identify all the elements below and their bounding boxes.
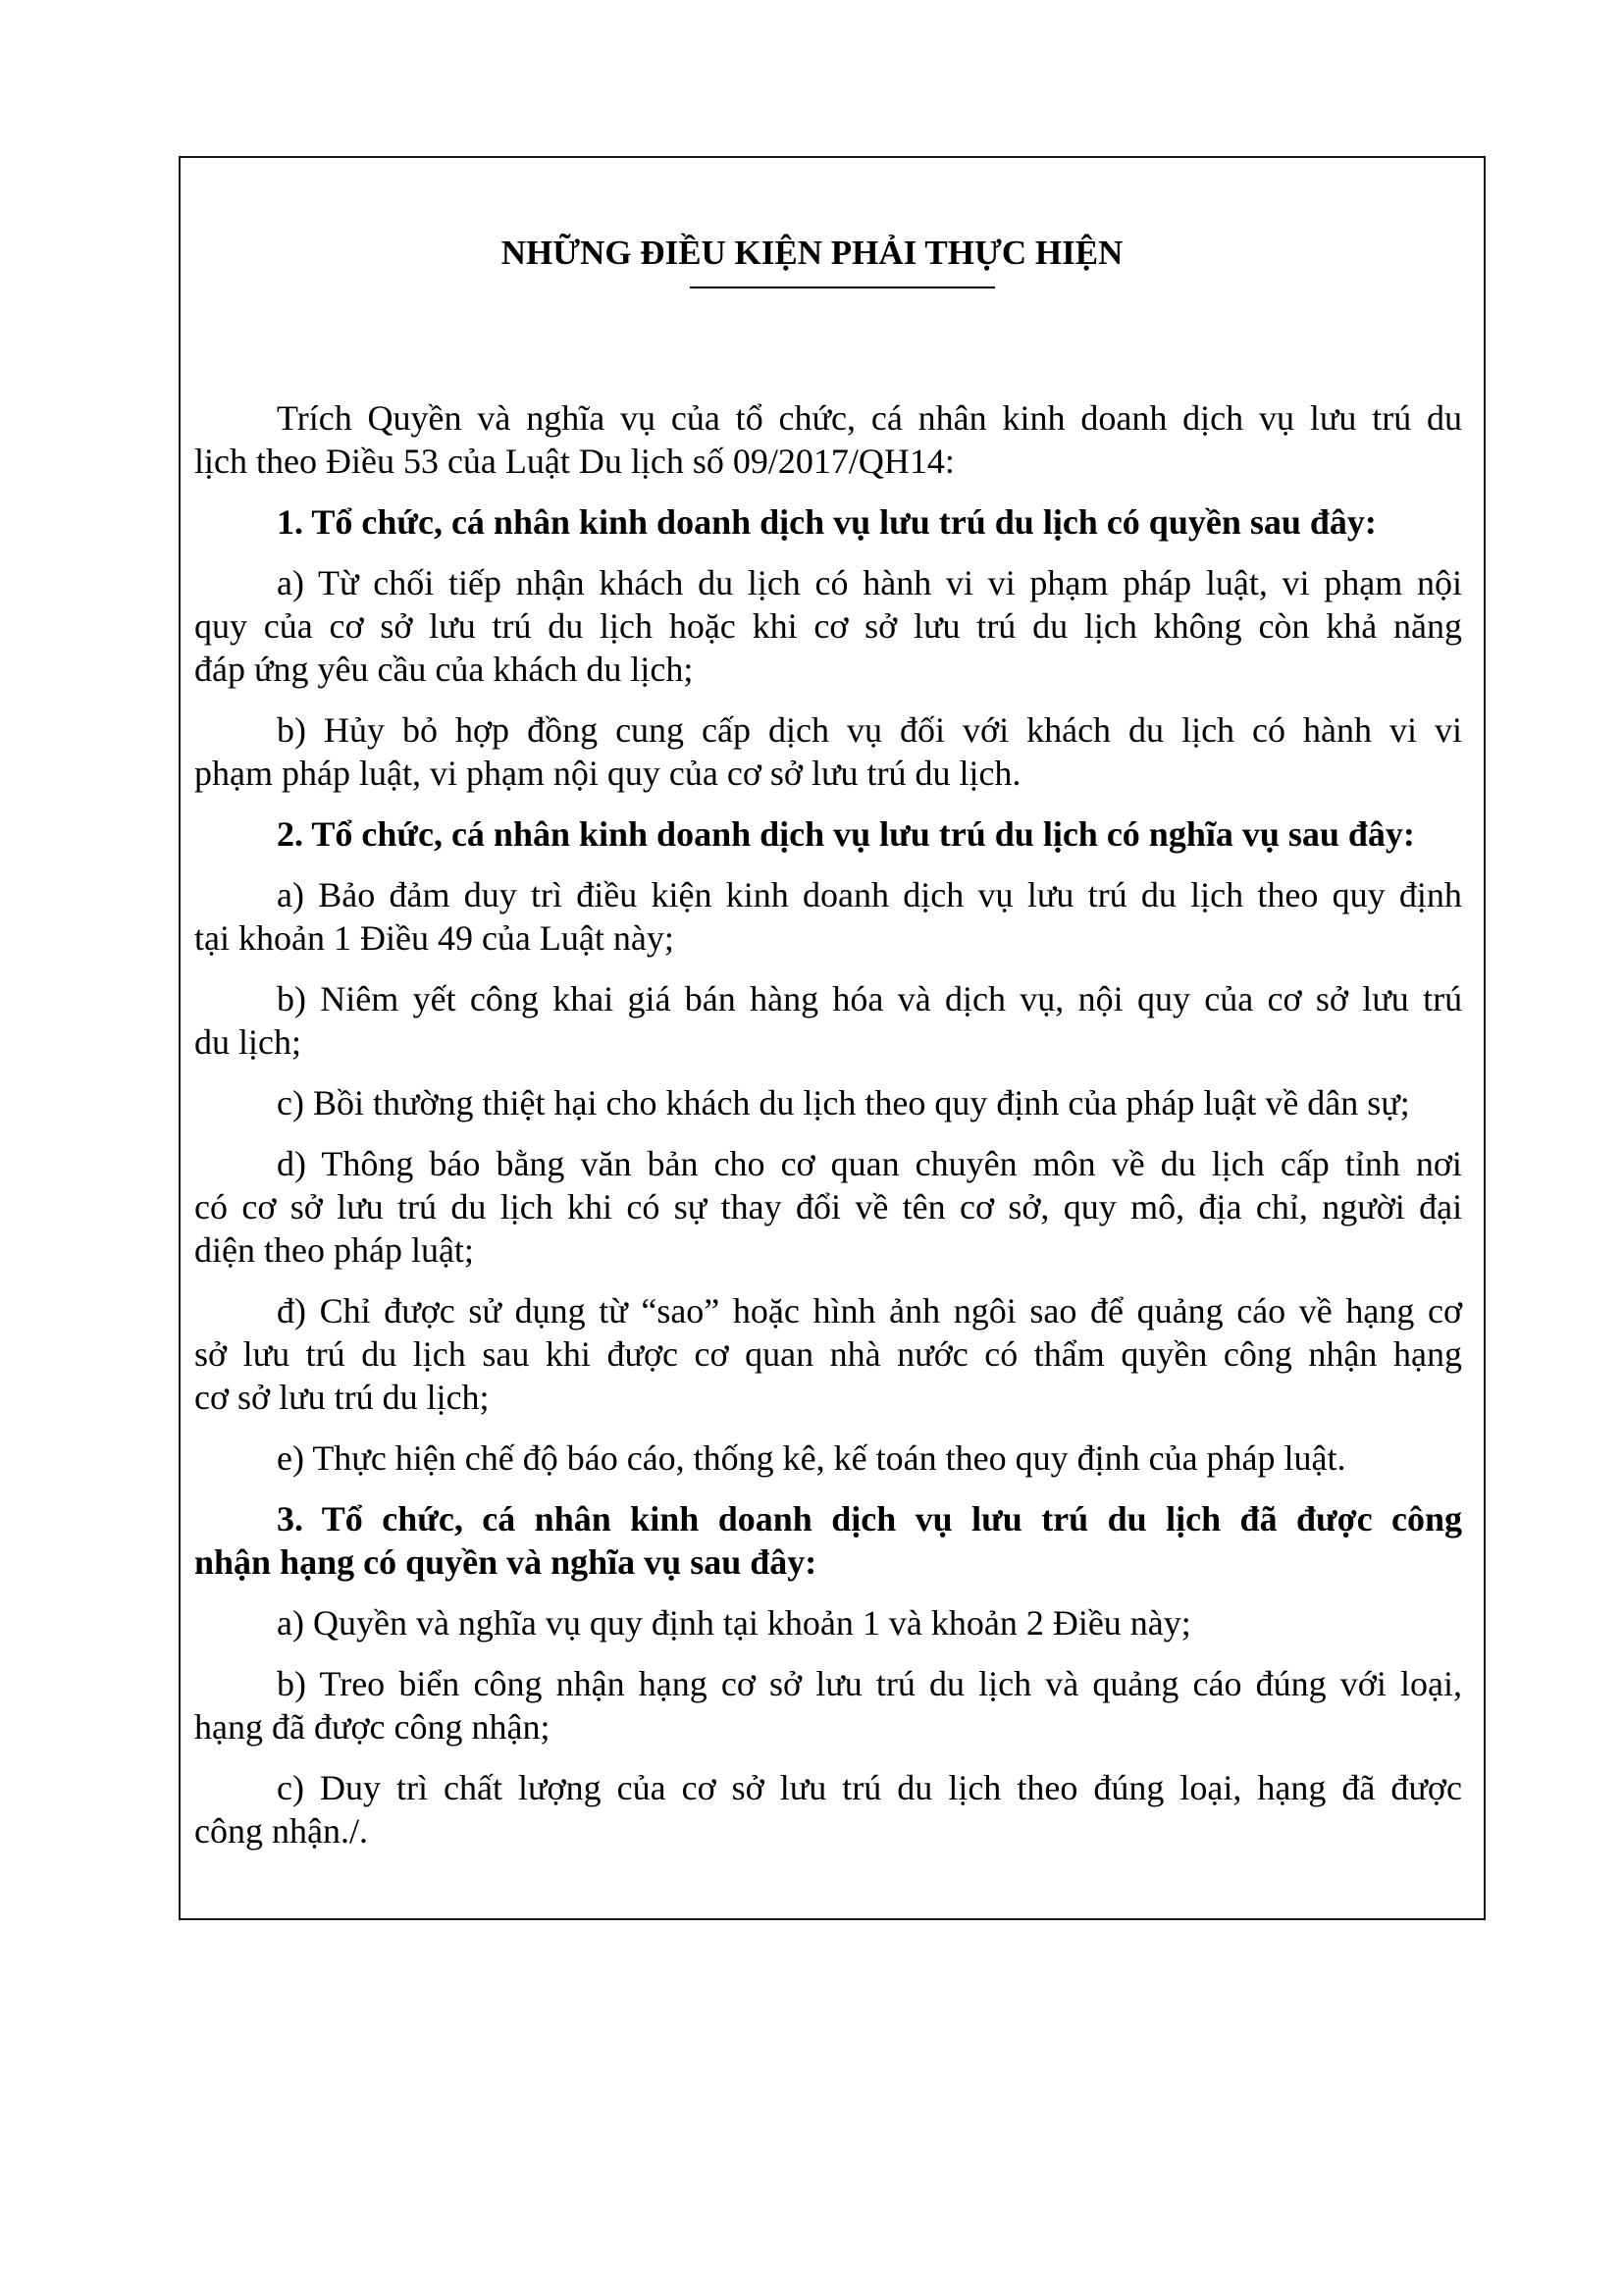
line-text: đ) Chỉ được sử dụng từ “sao” hoặc hình ảnh ngôi sao để quảng cáo về hạng cơ — [277, 1291, 1463, 1331]
paragraph — [194, 1142, 1462, 1272]
line-text: cơ sở lưu trú du lịch; — [194, 1378, 490, 1417]
text-line — [194, 1809, 1462, 1852]
line-text: có cơ sở lưu trú du lịch khi có sự thay đổi về tên cơ sở, quy mô, địa chỉ, người đại — [194, 1187, 1463, 1226]
paragraph — [194, 1436, 1462, 1480]
text-line — [194, 873, 1462, 916]
paragraph — [194, 1497, 1462, 1584]
text-line — [194, 440, 1462, 483]
line-text: b) Hủy bỏ hợp đồng cung cấp dịch vụ đối với khách du lịch có hành vi vi — [277, 710, 1463, 750]
text-line — [194, 1185, 1462, 1228]
text-line — [194, 604, 1462, 648]
text-line — [194, 1662, 1462, 1705]
paragraph — [194, 500, 1462, 544]
paragraph — [194, 561, 1462, 691]
text-line — [194, 1436, 1462, 1480]
text-line — [194, 977, 1462, 1020]
paragraph — [194, 1081, 1462, 1124]
line-text: d) Thông báo bằng văn bản cho cơ quan chuyên môn về du lịch cấp tỉnh nơi — [277, 1144, 1462, 1183]
line-text: diện theo pháp luật; — [194, 1230, 474, 1270]
text-line — [194, 812, 1462, 856]
line-text: a) Quyền và nghĩa vụ quy định tại khoản 1 và khoản 2 Điều này; — [277, 1603, 1191, 1643]
line-text: nhận hạng có quyền và nghĩa vụ sau đây: — [194, 1542, 817, 1582]
title-underline — [690, 287, 995, 288]
line-text: phạm pháp luật, vi phạm nội quy của cơ sở lưu trú du lịch. — [194, 754, 1022, 793]
paragraph — [194, 873, 1462, 960]
paragraph — [194, 977, 1462, 1064]
paragraph — [194, 1766, 1462, 1852]
paragraph — [194, 812, 1462, 856]
text-line — [194, 708, 1462, 752]
line-text: sở lưu trú du lịch sau khi được cơ quan nhà nước có thẩm quyền công nhận hạng — [194, 1334, 1462, 1374]
line-text: a) Từ chối tiếp nhận khách du lịch có hành vi vi phạm pháp luật, vi phạm nội — [277, 563, 1462, 602]
line-text: công nhận./. — [194, 1811, 368, 1851]
paragraph — [194, 1289, 1462, 1419]
text-line — [194, 648, 1462, 691]
line-text: 3. Tổ chức, cá nhân kinh doanh dịch vụ lưu trú du lịch đã được công — [277, 1499, 1462, 1539]
text-line — [194, 1289, 1462, 1332]
text-line — [194, 1376, 1462, 1419]
text-line — [194, 500, 1462, 544]
text-line — [194, 1766, 1462, 1809]
text-line — [194, 752, 1462, 795]
text-line — [194, 1601, 1462, 1644]
line-text: 2. Tổ chức, cá nhân kinh doanh dịch vụ lưu trú du lịch có nghĩa vụ sau đây: — [277, 814, 1415, 854]
text-line — [194, 916, 1462, 960]
line-text: đáp ứng yêu cầu của khách du lịch; — [194, 650, 694, 689]
text-line — [194, 396, 1462, 440]
line-text: du lịch; — [194, 1022, 301, 1062]
document-title: NHỮNG ĐIỀU KIỆN PHẢI THỰC HIỆN — [500, 234, 1124, 272]
text-line — [194, 1497, 1462, 1540]
text-line — [194, 1142, 1462, 1185]
line-text: e) Thực hiện chế độ báo cáo, thống kê, kế toán theo quy định của pháp luật. — [277, 1438, 1346, 1478]
line-text: Trích Quyền và nghĩa vụ của tổ chức, cá nhân kinh doanh dịch vụ lưu trú du — [277, 398, 1463, 438]
text-line — [194, 1705, 1462, 1748]
paragraph — [194, 708, 1462, 795]
line-text: b) Treo biển công nhận hạng cơ sở lưu trú du lịch và quảng cáo đúng với loại, — [277, 1664, 1462, 1703]
text-line — [194, 1228, 1462, 1272]
paragraph — [194, 396, 1462, 483]
paragraph — [194, 1662, 1462, 1748]
text-line — [194, 1081, 1462, 1124]
paragraph — [194, 1601, 1462, 1644]
line-text: tại khoản 1 Điều 49 của Luật này; — [194, 918, 674, 958]
text-line — [194, 1020, 1462, 1064]
line-text: c) Duy trì chất lượng của cơ sở lưu trú du lịch theo đúng loại, hạng đã được — [277, 1768, 1462, 1807]
line-text: a) Bảo đảm duy trì điều kiện kinh doanh dịch vụ lưu trú du lịch theo quy định — [277, 875, 1462, 914]
line-text: lịch theo Điều 53 của Luật Du lịch số 09/2017/QH14: — [194, 442, 955, 481]
text-line — [194, 1540, 1462, 1584]
text-line — [194, 561, 1462, 604]
line-text: 1. Tổ chức, cá nhân kinh doanh dịch vụ lưu trú du lịch có quyền sau đây: — [277, 502, 1377, 542]
line-text: quy của cơ sở lưu trú du lịch hoặc khi cơ sở lưu trú du lịch không còn khả năng — [194, 606, 1462, 646]
line-text: hạng đã được công nhận; — [194, 1707, 550, 1747]
line-text: b) Niêm yết công khai giá bán hàng hóa và dịch vụ, nội quy của cơ sở lưu trú — [277, 979, 1463, 1018]
text-line — [194, 1332, 1462, 1376]
line-text: c) Bồi thường thiệt hại cho khách du lịch theo quy định của pháp luật về dân sự; — [277, 1083, 1410, 1122]
